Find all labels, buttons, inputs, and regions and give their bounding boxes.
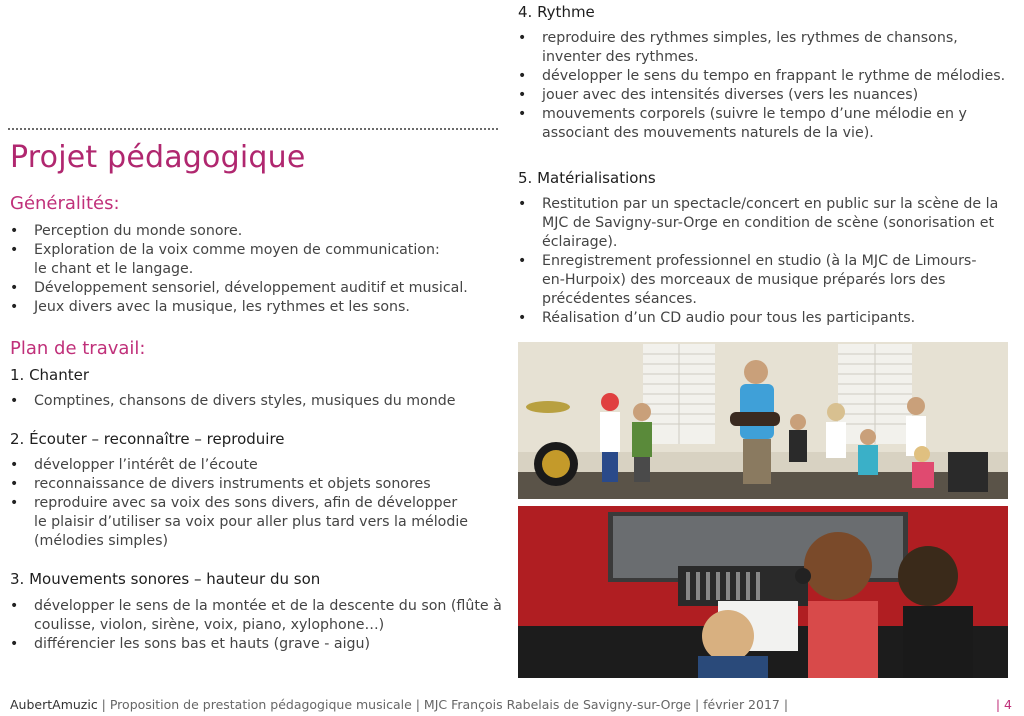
section-3-title: 3. Mouvements sonores – hauteur du son [10,570,321,588]
list-item: • reproduire des rythmes simples, les rythmes de chansons, [518,29,1005,48]
section-4-title: 4. Rythme [518,3,595,21]
generalites-list [10,222,468,317]
list-item: • reconnaissance de divers instruments et objets sonores [10,475,468,494]
list-item-continuation: (mélodies simples) [34,533,169,549]
footer [10,697,788,712]
studio-photo [518,506,1008,678]
list-item-continuation: inventer des rythmes. [542,49,699,65]
footer-brand: AubertAmuzic [10,697,98,712]
list-item-continuation: le plaisir d’utiliser sa voix pour aller plus tard vers la mélodie [34,514,469,530]
list-item: • Perception du monde sonore. [10,222,468,241]
list-item: • Enregistrement professionnel en studio (à la MJC de Limours- [518,252,998,271]
page-number: | 4 [995,697,1012,712]
list-item: • Exploration de la voix comme moyen de communication: [10,241,468,260]
list-item: • Jeux divers avec la musique, les rythmes et les sons. [10,298,468,317]
list-item-continuation: le chant et le langage. [34,261,194,277]
dotted-separator [8,128,498,130]
section-3-list [10,597,502,654]
section-2-title: 2. Écouter – reconnaître – reproduire [10,430,285,448]
section-5-title: 5. Matérialisations [518,169,656,187]
list-item: • différencier les sons bas et hauts (grave - aigu) [10,635,502,654]
list-item: • développer l’intérêt de l’écoute [10,456,468,475]
list-item-continuation: en-Hurpoix) des morceaux de musique préparés lors des [542,272,946,288]
section-1-list [10,392,455,411]
list-item: • Restitution par un spectacle/concert en public sur la scène de la [518,195,998,214]
list-item: • jouer avec des intensités diverses (vers les nuances) [518,86,1005,105]
generalites-heading: Généralités: [10,193,120,214]
list-item: • reproduire avec sa voix des sons divers, afin de développer [10,494,468,513]
section-4-list [518,29,1005,143]
list-item-continuation: éclairage). [542,234,618,250]
section-5-list [518,195,998,328]
list-item: • Comptines, chansons de divers styles, musiques du monde [10,392,455,411]
footer-text: | Proposition de prestation pédagogique musicale | MJC François Rabelais de Savigny-sur-Orge | février 2017 | [97,697,789,712]
section-1-title: 1. Chanter [10,366,90,384]
section-2-list [10,456,468,551]
list-item: • Réalisation d’un CD audio pour tous les participants. [518,309,998,328]
list-item: • développer le sens de la montée et de la descente du son (flûte à [10,597,502,616]
list-item-continuation: MJC de Savigny-sur-Orge en condition de scène (sonorisation et [542,215,995,231]
plan-heading: Plan de travail: [10,338,146,359]
list-item-continuation: précédentes séances. [542,291,697,307]
list-item: • Développement sensoriel, développement auditif et musical. [10,279,468,298]
list-item: • développer le sens du tempo en frappant le rythme de mélodies. [518,67,1005,86]
list-item-continuation: coulisse, violon, sirène, voix, piano, xylophone…) [34,617,385,633]
list-item: • mouvements corporels (suivre le tempo d’une mélodie en y [518,105,1005,124]
page-title: Projet pédagogique [10,140,306,175]
list-item-continuation: associant des mouvements naturels de la vie). [542,125,874,141]
concert-photo [518,342,1008,499]
